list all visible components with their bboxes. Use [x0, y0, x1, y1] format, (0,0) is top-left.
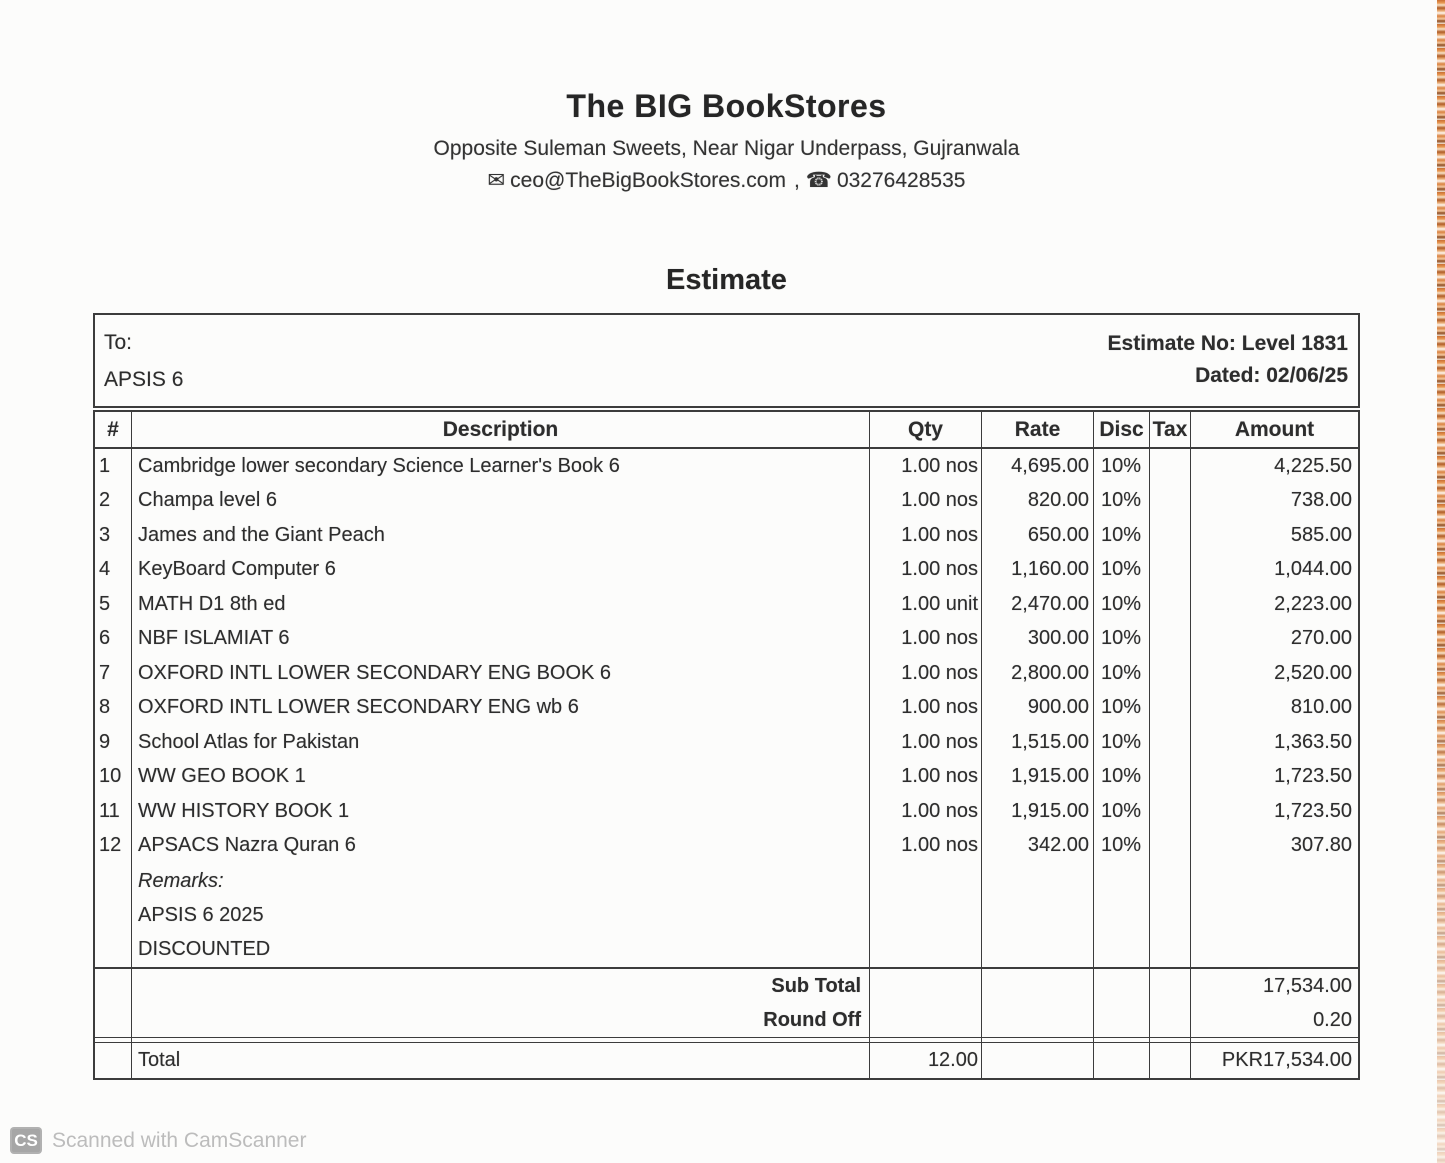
- empty-cell: [1094, 969, 1150, 1003]
- item-tax: [1150, 622, 1191, 657]
- empty-cell: [1094, 1038, 1150, 1042]
- item-amount: 1,723.50: [1274, 765, 1352, 788]
- scan-edge-artifact: [1437, 0, 1445, 1163]
- item-tax: [1150, 691, 1191, 726]
- item-rate: 650.00: [982, 518, 1094, 553]
- table-row: [95, 553, 1358, 588]
- remarks-line: APSIS 6 2025: [138, 904, 264, 926]
- table-header-row: [95, 412, 1358, 449]
- col-header-rate: Rate: [982, 412, 1094, 447]
- remarks-row: [95, 863, 1358, 967]
- item-description: James and the Giant Peach: [132, 518, 870, 553]
- camscanner-text: Scanned with CamScanner: [52, 1128, 307, 1152]
- item-qty: 1.00 nos: [870, 829, 982, 864]
- item-disc: 10%: [1094, 691, 1150, 726]
- customer-name: APSIS 6: [104, 368, 184, 391]
- item-description: MATH D1 8th ed: [132, 587, 870, 622]
- remarks-line: DISCOUNTED: [138, 938, 271, 960]
- item-description: OXFORD INTL LOWER SECONDARY ENG BOOK 6: [132, 656, 870, 691]
- item-amount: 1,363.50: [1274, 730, 1352, 753]
- item-amount: 585.00: [1290, 523, 1352, 546]
- item-amount: 1,044.00: [1274, 558, 1352, 581]
- remarks-num-cell: [95, 863, 132, 967]
- item-rate: 1,915.00: [982, 794, 1094, 829]
- total-qty: 12.00: [870, 1043, 982, 1078]
- item-disc: 10%: [1094, 725, 1150, 760]
- item-amount: 2,520.00: [1274, 661, 1352, 684]
- empty-cell: [1094, 1043, 1150, 1078]
- item-description: WW GEO BOOK 1: [132, 760, 870, 795]
- item-amount: 270.00: [1290, 627, 1352, 650]
- item-qty: 1.00 unit: [870, 587, 982, 622]
- item-tax: [1150, 587, 1191, 622]
- item-qty: 1.00 nos: [870, 794, 982, 829]
- empty-cell: [95, 1043, 132, 1078]
- item-tax: [1150, 484, 1191, 519]
- row-number: 7: [95, 656, 132, 691]
- item-disc: 10%: [1094, 587, 1150, 622]
- item-disc: 10%: [1094, 829, 1150, 864]
- item-qty: 1.00 nos: [870, 725, 982, 760]
- empty-cell: [95, 1003, 132, 1037]
- empty-cell: [95, 969, 132, 1003]
- subtotal-row: [95, 967, 1358, 1003]
- camscanner-icon: CS: [10, 1127, 42, 1154]
- item-qty: 1.00 nos: [870, 656, 982, 691]
- item-rate: 2,800.00: [982, 656, 1094, 691]
- roundoff-row: [95, 1003, 1358, 1037]
- row-number: 4: [95, 553, 132, 588]
- row-number: 6: [95, 622, 132, 657]
- empty-cell: [982, 1003, 1094, 1037]
- col-header-disc: Disc: [1094, 412, 1150, 447]
- row-number: 3: [95, 518, 132, 553]
- item-disc: 10%: [1094, 484, 1150, 519]
- row-number: 12: [95, 829, 132, 864]
- table-row: [95, 518, 1358, 553]
- subtotal-label: Sub Total: [132, 969, 870, 1003]
- store-header: [93, 88, 1360, 193]
- empty-cell: [870, 1003, 982, 1037]
- telephone-icon: ☎: [805, 169, 832, 192]
- roundoff-label: Round Off: [132, 1003, 870, 1037]
- item-disc: 10%: [1094, 553, 1150, 588]
- item-description: Cambridge lower secondary Science Learner's Book 6: [132, 449, 870, 484]
- item-amount: 1,723.50: [1274, 799, 1352, 822]
- item-description: NBF ISLAMIAT 6: [132, 622, 870, 657]
- item-rate: 1,915.00: [982, 760, 1094, 795]
- empty-cell: [870, 863, 982, 967]
- contact-separator: ,: [793, 169, 800, 192]
- table-row: [95, 794, 1358, 829]
- item-rate: 900.00: [982, 691, 1094, 726]
- store-phone: 03276428535: [836, 169, 966, 192]
- item-tax: [1150, 553, 1191, 588]
- item-description: WW HISTORY BOOK 1: [132, 794, 870, 829]
- item-tax: [1150, 725, 1191, 760]
- store-address: Opposite Suleman Sweets, Near Nigar Underpass, Gujranwala: [433, 137, 1020, 160]
- item-disc: 10%: [1094, 518, 1150, 553]
- empty-cell: [1150, 1003, 1191, 1037]
- item-qty: 1.00 nos: [870, 622, 982, 657]
- table-row: [95, 622, 1358, 657]
- item-qty: 1.00 nos: [870, 484, 982, 519]
- item-description: OXFORD INTL LOWER SECONDARY ENG wb 6: [132, 691, 870, 726]
- item-rate: 1,160.00: [982, 553, 1094, 588]
- col-header-tax: Tax: [1150, 412, 1191, 447]
- remarks-cell: [132, 863, 870, 967]
- total-amount: PKR17,534.00: [1221, 1049, 1352, 1071]
- item-qty: 1.00 nos: [870, 691, 982, 726]
- document-title: Estimate: [666, 264, 787, 296]
- col-header-num: #: [95, 412, 132, 447]
- item-tax: [1150, 656, 1191, 691]
- store-email: ceo@TheBigBookStores.com: [510, 169, 786, 192]
- item-disc: 10%: [1094, 794, 1150, 829]
- table-row: [95, 725, 1358, 760]
- empty-cell: [95, 1038, 132, 1042]
- remarks-label: Remarks:: [138, 870, 224, 892]
- item-tax: [1150, 760, 1191, 795]
- empty-cell: [982, 863, 1094, 967]
- row-number: 8: [95, 691, 132, 726]
- table-row: [95, 449, 1358, 484]
- store-contact-line: [93, 168, 1360, 193]
- row-number: 9: [95, 725, 132, 760]
- item-rate: 2,470.00: [982, 587, 1094, 622]
- item-rate: 1,515.00: [982, 725, 1094, 760]
- camscanner-footer: [10, 1127, 306, 1154]
- store-name: The BIG BookStores: [566, 88, 887, 124]
- item-rate: 342.00: [982, 829, 1094, 864]
- envelope-icon: ✉: [487, 169, 506, 192]
- empty-cell: [1150, 863, 1191, 967]
- table-row: [95, 587, 1358, 622]
- table-row: [95, 760, 1358, 795]
- item-amount: 307.80: [1290, 834, 1352, 857]
- item-amount: 810.00: [1290, 696, 1352, 719]
- item-qty: 1.00 nos: [870, 518, 982, 553]
- item-rate: 4,695.00: [982, 449, 1094, 484]
- empty-cell: [132, 1038, 870, 1042]
- total-row: [95, 1043, 1358, 1078]
- empty-cell: [982, 969, 1094, 1003]
- row-number: 2: [95, 484, 132, 519]
- item-disc: 10%: [1094, 656, 1150, 691]
- item-amount: 2,223.00: [1274, 592, 1352, 615]
- item-amount: 738.00: [1290, 489, 1352, 512]
- estimate-meta: [1108, 328, 1348, 392]
- empty-cell: [1191, 1038, 1358, 1042]
- item-tax: [1150, 518, 1191, 553]
- estimate-date: Dated: 02/06/25: [1195, 364, 1348, 387]
- to-label: To:: [104, 331, 133, 354]
- total-label: Total: [132, 1043, 870, 1078]
- row-number: 11: [95, 794, 132, 829]
- subtotal-amount: 17,534.00: [1263, 974, 1352, 997]
- empty-cell: [1150, 1043, 1191, 1078]
- item-tax: [1150, 449, 1191, 484]
- empty-cell: [1191, 863, 1358, 967]
- item-qty: 1.00 nos: [870, 760, 982, 795]
- empty-cell: [982, 1043, 1094, 1078]
- item-disc: 10%: [1094, 449, 1150, 484]
- item-disc: 10%: [1094, 622, 1150, 657]
- items-table: [93, 410, 1360, 1080]
- col-header-qty: Qty: [870, 412, 982, 447]
- table-row: [95, 691, 1358, 726]
- col-header-amount: Amount: [1234, 417, 1315, 441]
- empty-cell: [1094, 1003, 1150, 1037]
- item-description: Champa level 6: [132, 484, 870, 519]
- item-qty: 1.00 nos: [870, 449, 982, 484]
- item-tax: [1150, 794, 1191, 829]
- estimate-info-box: [93, 313, 1360, 408]
- item-description: KeyBoard Computer 6: [132, 553, 870, 588]
- item-rate: 820.00: [982, 484, 1094, 519]
- col-header-description: Description: [132, 412, 870, 447]
- item-rate: 300.00: [982, 622, 1094, 657]
- empty-cell: [1094, 863, 1150, 967]
- item-qty: 1.00 nos: [870, 553, 982, 588]
- roundoff-amount: 0.20: [1313, 1008, 1352, 1031]
- empty-cell: [870, 969, 982, 1003]
- row-number: 10: [95, 760, 132, 795]
- remarks-block: [138, 863, 270, 967]
- item-description: APSACS Nazra Quran 6: [132, 829, 870, 864]
- estimate-number: Estimate No: Level 1831: [1107, 332, 1348, 355]
- item-tax: [1150, 829, 1191, 864]
- row-number: 5: [95, 587, 132, 622]
- table-row: [95, 829, 1358, 864]
- empty-cell: [1150, 969, 1191, 1003]
- item-description: School Atlas for Pakistan: [132, 725, 870, 760]
- empty-cell: [982, 1038, 1094, 1042]
- item-amount: 4,225.50: [1274, 454, 1352, 477]
- empty-cell: [1150, 1038, 1191, 1042]
- item-disc: 10%: [1094, 760, 1150, 795]
- table-row: [95, 484, 1358, 519]
- table-row: [95, 656, 1358, 691]
- empty-cell: [870, 1038, 982, 1042]
- row-number: 1: [95, 449, 132, 484]
